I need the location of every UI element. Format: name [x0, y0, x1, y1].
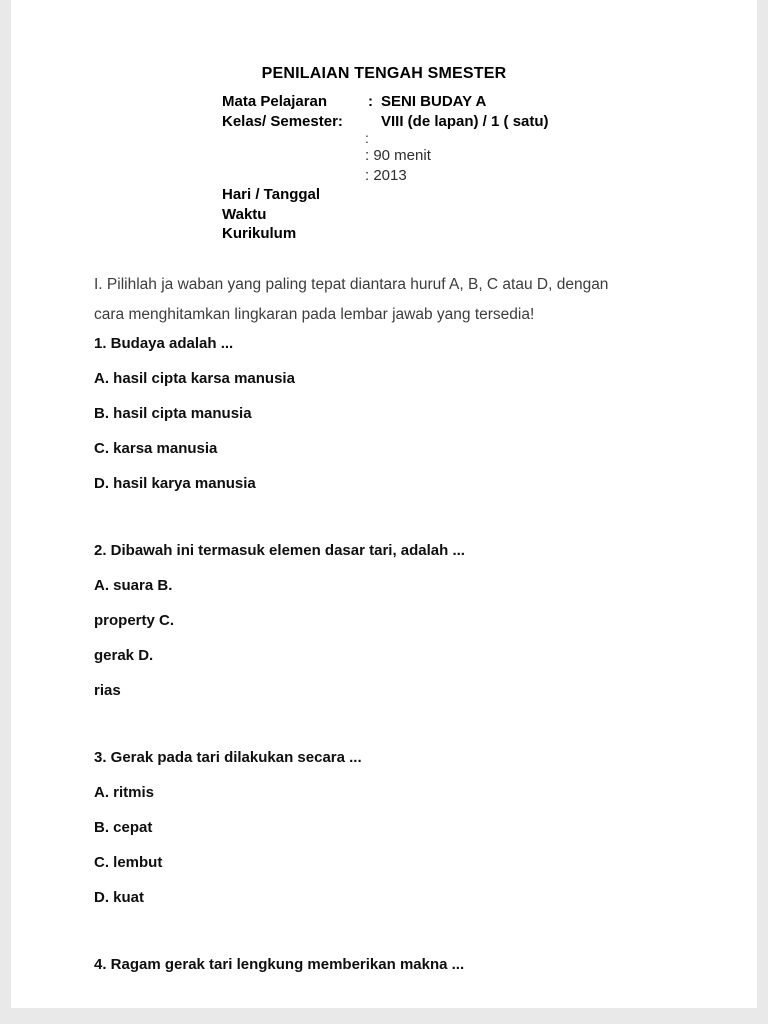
question-3-option-a: A. ritmis	[94, 783, 155, 801]
meta-class-value: VIII (de lapan) / 1 ( satu)	[381, 112, 549, 130]
question-3-option-d: D. kuat	[94, 888, 145, 906]
meta-time-label: Waktu	[222, 205, 267, 223]
meta-year-row: : 2013	[365, 166, 407, 184]
meta-date-label: Hari / Tanggal	[222, 186, 321, 203]
question-1-option-a: A. hasil cipta karsa manusia	[94, 369, 295, 387]
meta-subject-label: Mata Pelajaran	[222, 93, 328, 110]
question-1-option-c: C. karsa manusia	[94, 439, 218, 457]
questions-list	[94, 334, 757, 974]
question-block-4	[94, 955, 757, 974]
instruction-line-2: cara menghitamkan lingkaran pada lembar jawab yang tersedia!	[94, 305, 535, 323]
question-2-option-2: property C.	[94, 611, 175, 629]
question-block-1	[94, 334, 757, 493]
question-block-3	[94, 748, 757, 907]
question-block-2	[94, 541, 757, 700]
page-title: PENILAIAN TENGAH SMESTER	[261, 65, 507, 82]
document-page	[11, 0, 757, 1008]
question-2-option-1: A. suara B.	[94, 576, 173, 594]
question-4-text: 4. Ragam gerak tari lengkung memberikan makna ...	[94, 955, 465, 973]
question-3-option-b: B. cepat	[94, 818, 153, 836]
question-2-option-4: rias	[94, 681, 121, 699]
meta-duration-row: : 90 menit	[365, 147, 431, 164]
instruction-line-1: I. Pilihlah ja waban yang paling tepat diantara huruf A, B, C atau D, dengan	[94, 275, 609, 293]
question-1-option-b: B. hasil cipta manusia	[94, 404, 252, 422]
question-3-option-c: C. lembut	[94, 853, 163, 871]
question-1-option-d: D. hasil karya manusia	[94, 474, 256, 492]
question-3-text: 3. Gerak pada tari dilakukan secara ...	[94, 748, 362, 766]
meta-subject-row	[222, 92, 757, 112]
question-2-text: 2. Dibawah ini termasuk elemen dasar tari, adalah ...	[94, 541, 465, 559]
instruction-text	[94, 270, 682, 330]
meta-curriculum-label: Kurikulum	[222, 225, 297, 242]
meta-class-row	[222, 112, 757, 132]
meta-empty-colon-row: :	[365, 130, 369, 146]
question-2-option-3: gerak D.	[94, 646, 154, 664]
meta-class-label: Kelas/ Semester:	[222, 112, 343, 130]
meta-subject-colon: :	[368, 93, 373, 110]
exam-meta-block	[222, 92, 757, 244]
meta-subject-value: SENI BUDAY A	[381, 93, 487, 110]
question-1-text: 1. Budaya adalah ...	[94, 334, 234, 352]
